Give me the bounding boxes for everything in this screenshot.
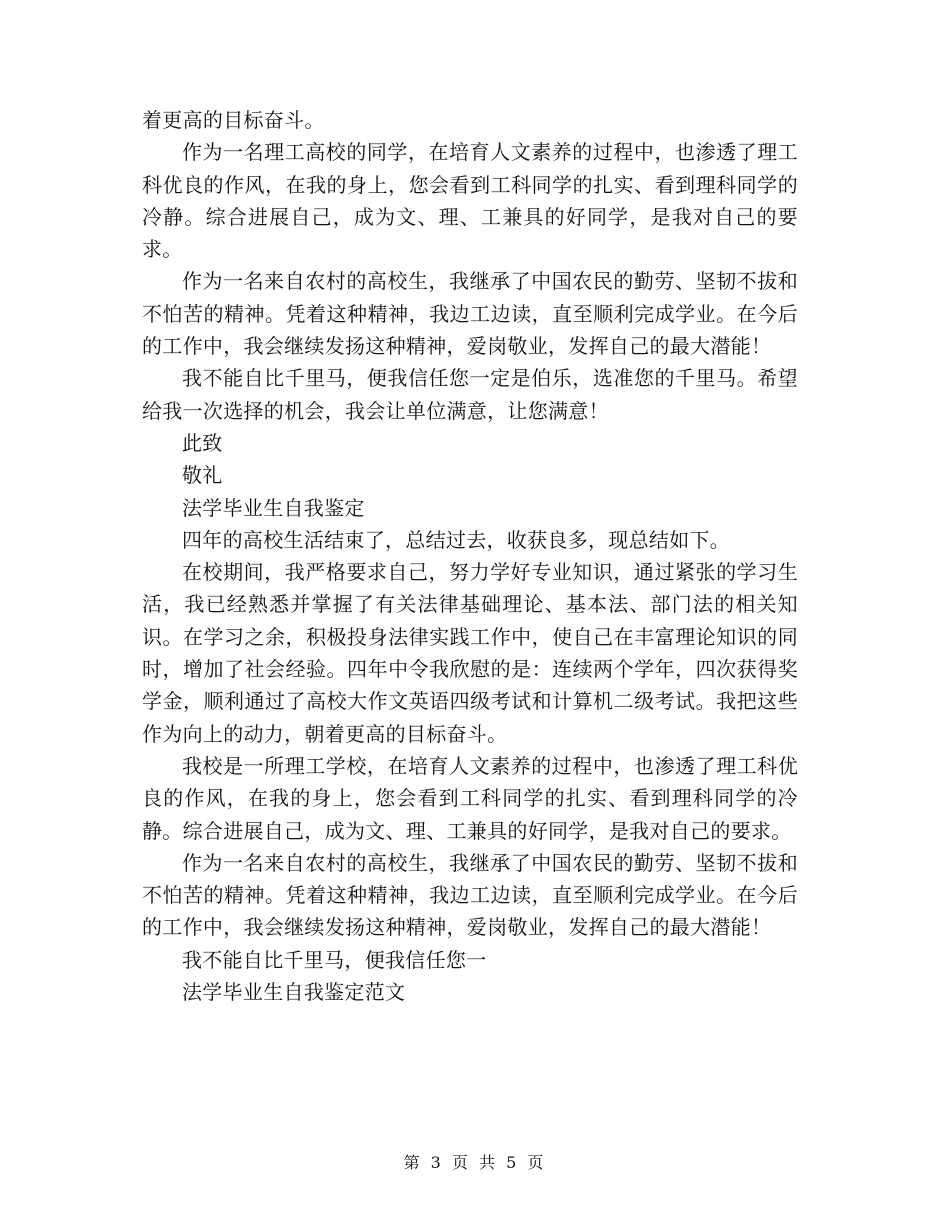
paragraph: 四年的高校生活结束了，总结过去，收获良多，现总结如下。 bbox=[182, 527, 731, 552]
page-body bbox=[142, 104, 798, 1008]
paragraph: 在校期间，我严格要求自己，努力学好专业知识，通过紧张的学习生活，我已经熟悉并掌握了有关法律基础理论、基本法、部门法的相关知识。在学习之余，积极投身法律实践工作中，使自己在丰富理论知识的同时，增加了社会经验。四年中令我欣慰的是：连续两个学年，四次获得奖学金，顺利通过了高校大作文英语四级考试和计算机二级考试。我把这些作为向上的动力，朝着更高的目标奋斗。 bbox=[142, 560, 798, 746]
paragraph: 作为一名来自农村的高校生，我继承了中国农民的勤劳、坚韧不拔和不怕苦的精神。凭着这种精神，我边工边读，直至顺利完成学业。在今后的工作中，我会继续发扬这种精神，爱岗敬业，发挥自己的最大潜能！ bbox=[142, 850, 798, 940]
page-footer: 第 3 页 共 5 页 bbox=[403, 1153, 547, 1172]
paragraph: 我校是一所理工学校，在培育人文素养的过程中，也渗透了理工科优良的作风，在我的身上，您会看到工科同学的扎实、看到理科同学的冷静。综合进展自己，成为文、理、工兼具的好同学，是我对自己的要求。 bbox=[142, 753, 798, 843]
paragraph: 作为一名理工高校的同学，在培育人文素养的过程中，也渗透了理工科优良的作风，在我的身上，您会看到工科同学的扎实、看到理科同学的冷静。综合进展自己，成为文、理、工兼具的好同学，是我对自己的要求。 bbox=[142, 140, 798, 262]
section-title: 法学毕业生自我鉴定范文 bbox=[182, 980, 406, 1005]
paragraph: 我不能自比千里马，便我信任您一 bbox=[182, 947, 487, 972]
paragraph: 作为一名来自农村的高校生，我继承了中国农民的勤劳、坚韧不拔和不怕苦的精神。凭着这种精神，我边工边读，直至顺利完成学业。在今后的工作中，我会继续发扬这种精神，爱岗敬业，发挥自己的最大潜能！ bbox=[142, 269, 798, 359]
paragraph: 着更高的目标奋斗。 bbox=[142, 108, 325, 132]
paragraph: 我不能自比千里马，便我信任您一定是伯乐，选准您的千里马。希望给我一次选择的机会，我会让单位满意，让您满意！ bbox=[142, 366, 798, 423]
closing-regards: 敬礼 bbox=[182, 463, 223, 488]
closing-salutation: 此致 bbox=[182, 430, 223, 455]
section-title: 法学毕业生自我鉴定 bbox=[182, 495, 365, 520]
